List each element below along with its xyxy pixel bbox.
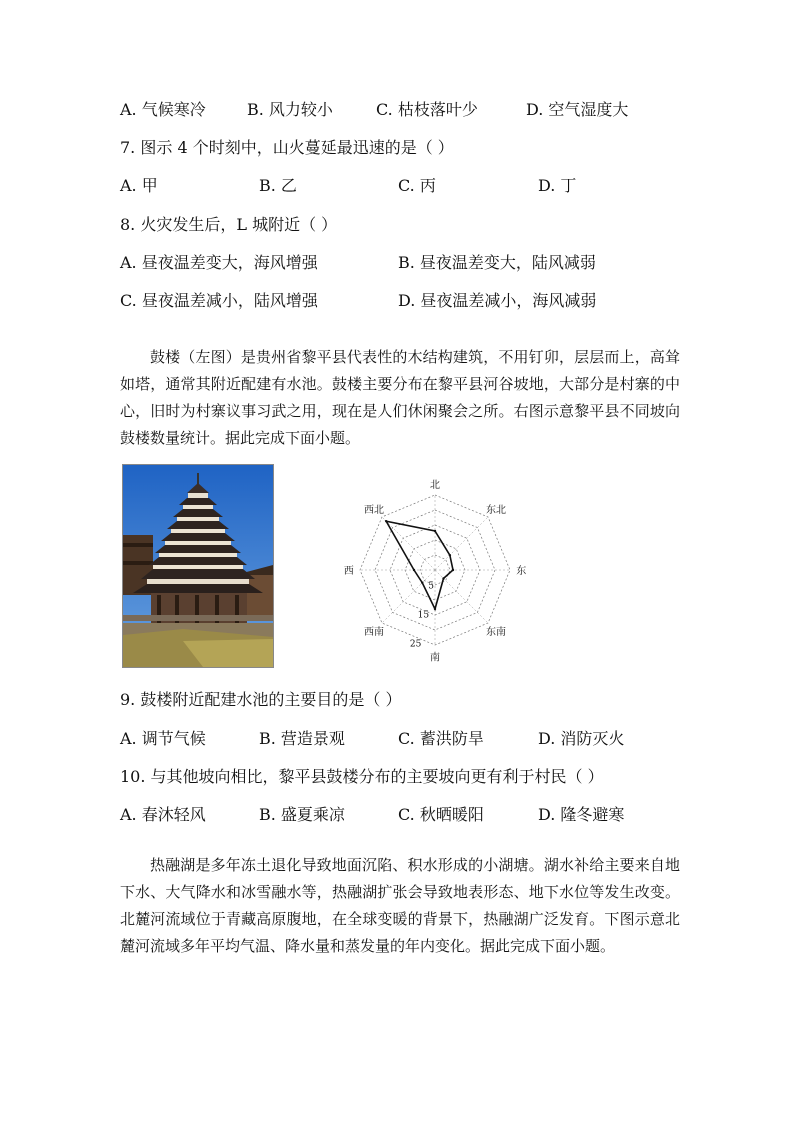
radar-point-东 — [452, 569, 454, 571]
q6-option-d[interactable]: D. 空气湿度大 — [526, 100, 629, 119]
radar-direction-label-1: 北 — [430, 479, 440, 491]
q8-option-d[interactable]: D. 昼夜温差减小，海风减弱 — [398, 291, 597, 310]
q10-stem: 10. 与其他坡向相比，黎平县鼓楼分布的主要坡向更有利于村民（ ） — [120, 767, 604, 786]
q6-option-c[interactable]: C. 枯枝落叶少 — [376, 100, 478, 119]
q9-option-d[interactable]: D. 消防灭火 — [538, 729, 625, 748]
radar-point-南 — [434, 608, 436, 610]
passage-drum-tower: 鼓楼（左图）是贵州省黎平县代表性的木结构建筑，不用钉卯，层层而上，高耸如塔，通常其附近配建有水池。鼓楼主要分布在黎平县河谷坡地，大部分是村寨的中心，旧时为村寨议事习武之用，现在是人们休闲聚会之所。右图示意黎平县不同坡向鼓楼数量统计。据此完成下面小题。 — [120, 348, 680, 447]
q6-option-b[interactable]: B. 风力较小 — [247, 100, 333, 119]
radar-direction-label-5: 南 — [430, 652, 440, 664]
radar-direction-label-7: 西 — [343, 566, 354, 577]
radar-ring-label-15: 15 — [417, 610, 430, 621]
q10-option-c[interactable]: C. 秋晒暖阳 — [398, 805, 484, 824]
radar-direction-label-6: 西南 — [364, 626, 385, 638]
passage-thermokarst-lake: 热融湖是多年冻土退化导致地面沉陷、积水形成的小湖塘。湖水补给主要来自地下水、大气降水和冰雪融水等，热融湖扩张会导致地表形态、地下水位等发生改变。北麓河流域位于青藏高原腹地，在全球变暖的背景下，热融湖广泛发育。下图示意北麓河流域多年平均气温、降水量和蒸发量的年内变化。据此完成下面小题。 — [120, 856, 680, 955]
q7-option-a[interactable]: A. 甲 — [120, 176, 158, 195]
q10-option-b[interactable]: B. 盛夏乘凉 — [259, 805, 345, 824]
q8-stem: 8. 火灾发生后，L 城附近（ ） — [120, 215, 338, 234]
radar-direction-label-8: 西北 — [364, 505, 385, 517]
q10-option-d[interactable]: D. 隆冬避寒 — [538, 805, 625, 824]
radar-ring-label-25: 25 — [409, 639, 422, 650]
radar-point-东南 — [442, 577, 444, 579]
q8-option-c[interactable]: C. 昼夜温差减小，陆风增强 — [120, 291, 318, 310]
radar-point-西 — [413, 569, 415, 571]
radar-point-西南 — [421, 582, 423, 584]
q8-option-b[interactable]: B. 昼夜温差变大，陆风减弱 — [398, 253, 596, 272]
radar-data-series — [386, 521, 453, 609]
q8-option-a[interactable]: A. 昼夜温差变大，海风增强 — [120, 253, 318, 272]
radar-direction-label-4: 东南 — [485, 626, 506, 638]
slope-radar-chart — [335, 470, 535, 670]
q6-option-a[interactable]: A. 气候寒冷 — [120, 100, 206, 119]
q7-option-b[interactable]: B. 乙 — [259, 176, 297, 195]
q9-option-c[interactable]: C. 蓄洪防旱 — [398, 729, 484, 748]
radar-point-北 — [434, 530, 436, 532]
q9-stem: 9. 鼓楼附近配建水池的主要目的是（ ） — [120, 690, 402, 709]
q7-stem: 7. 图示 4 个时刻中，山火蔓延最迅速的是（ ） — [120, 138, 454, 157]
drum-tower-photo — [122, 464, 274, 668]
q9-option-a[interactable]: A. 调节气候 — [120, 729, 206, 748]
radar-direction-label-3: 东 — [516, 566, 527, 577]
q9-option-b[interactable]: B. 营造景观 — [259, 729, 345, 748]
radar-point-西北 — [385, 520, 387, 522]
q7-option-c[interactable]: C. 丙 — [398, 176, 436, 195]
q10-option-a[interactable]: A. 春沐轻风 — [120, 805, 206, 824]
radar-ring-label-5: 5 — [428, 581, 434, 592]
radar-point-东北 — [449, 554, 451, 556]
drum-tower-illustration — [123, 465, 273, 667]
q7-option-d[interactable]: D. 丁 — [538, 176, 577, 195]
radar-direction-label-2: 东北 — [485, 505, 506, 517]
